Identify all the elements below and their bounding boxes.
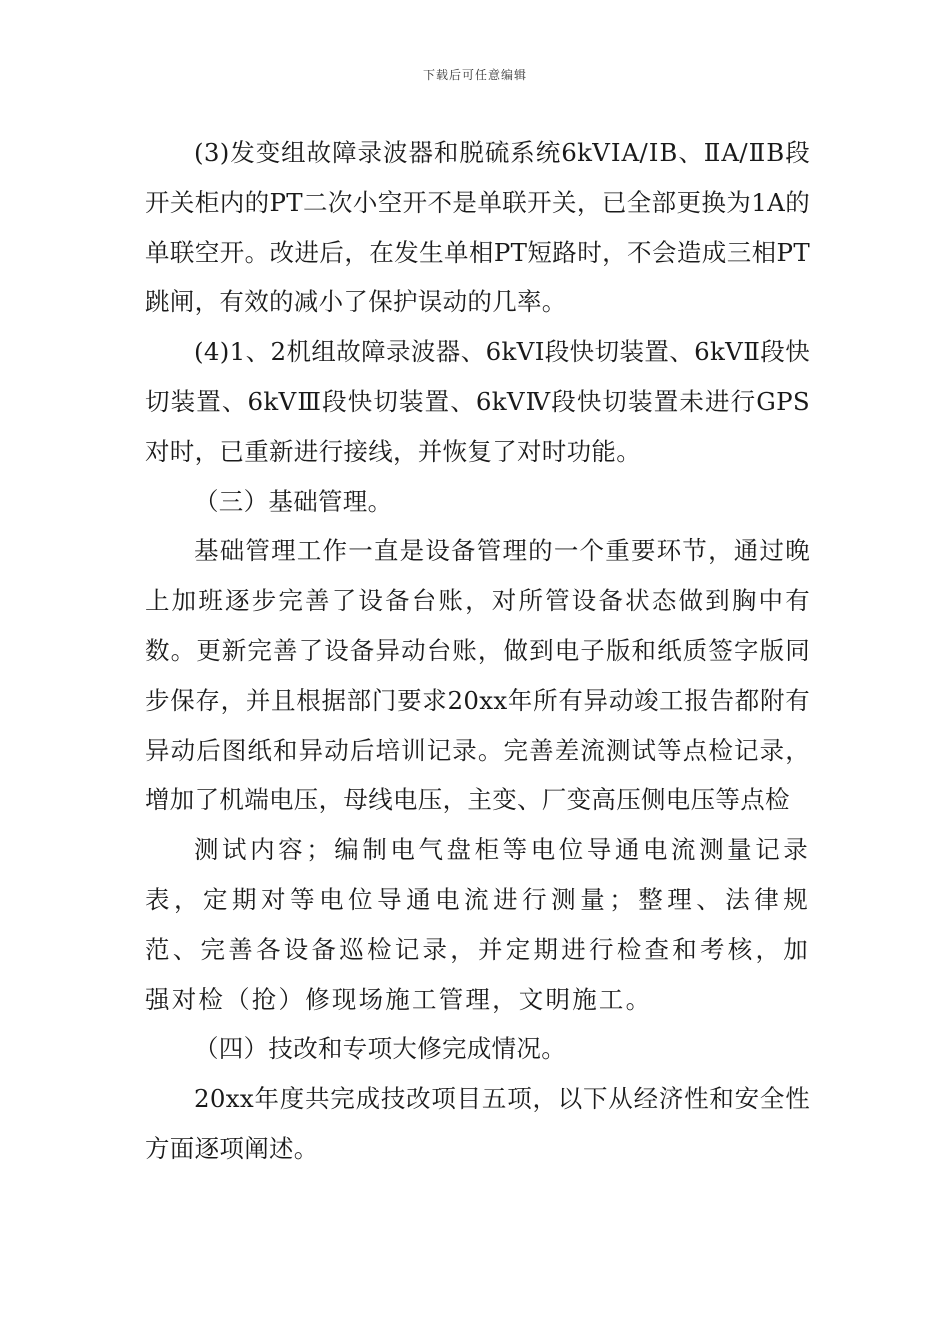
- section-heading-basic-management: （三）基础管理。: [194, 486, 393, 516]
- paragraph-basic-management: 基础管理工作一直是设备管理的一个重要环节，通过晚上加班逐步完善了设备台账，对所管设备状态做到胸中有数。更新完善了设备异动台账，做到电子版和纸质签字版同步保存，并且根据部门要求20xx年所有异动竣工报告都附有异动后图纸和异动后培训记录。完善差流测试等点检记录，增加了机端电压，母线电压，主变、厂变高压侧电压等点检: [145, 536, 810, 815]
- paragraph-item-4: (4)1、2机组故障录波器、6kVⅠ段快切装置、6kVⅡ段快切装置、6kVⅢ段快切装置、6kVⅣ段快切装置未进行GPS对时，已重新进行接线，并恢复了对时功能。: [145, 337, 810, 466]
- paragraph-retrofit-summary: 20xx年度共完成技改项目五项，以下从经济性和安全性方面逐项阐述。: [145, 1084, 810, 1163]
- section-heading-retrofit: （四）技改和专项大修完成情况。: [194, 1034, 566, 1064]
- paragraph-test-content: 测试内容；编制电气盘柜等电位导通电流测量记录表，定期对等电位导通电流进行测量；整理、法律规范、完善各设备巡检记录，并定期进行检查和考核，加强对检（抢）修现场施工管理，文明施工。: [145, 835, 810, 1014]
- paragraph-item-3: (3)发变组故障录波器和脱硫系统6kVⅠA/ⅠB、ⅡA/ⅡB段开关柜内的PT二次小空开不是单联开关，已全部更换为1A的单联空开。改进后，在发生单相PT短路时，不会造成三相PT跳闸，有效的减小了保护误动的几率。: [145, 138, 810, 317]
- document-body: [145, 128, 810, 1174]
- page-header: 下载后可任意编辑: [422, 68, 527, 82]
